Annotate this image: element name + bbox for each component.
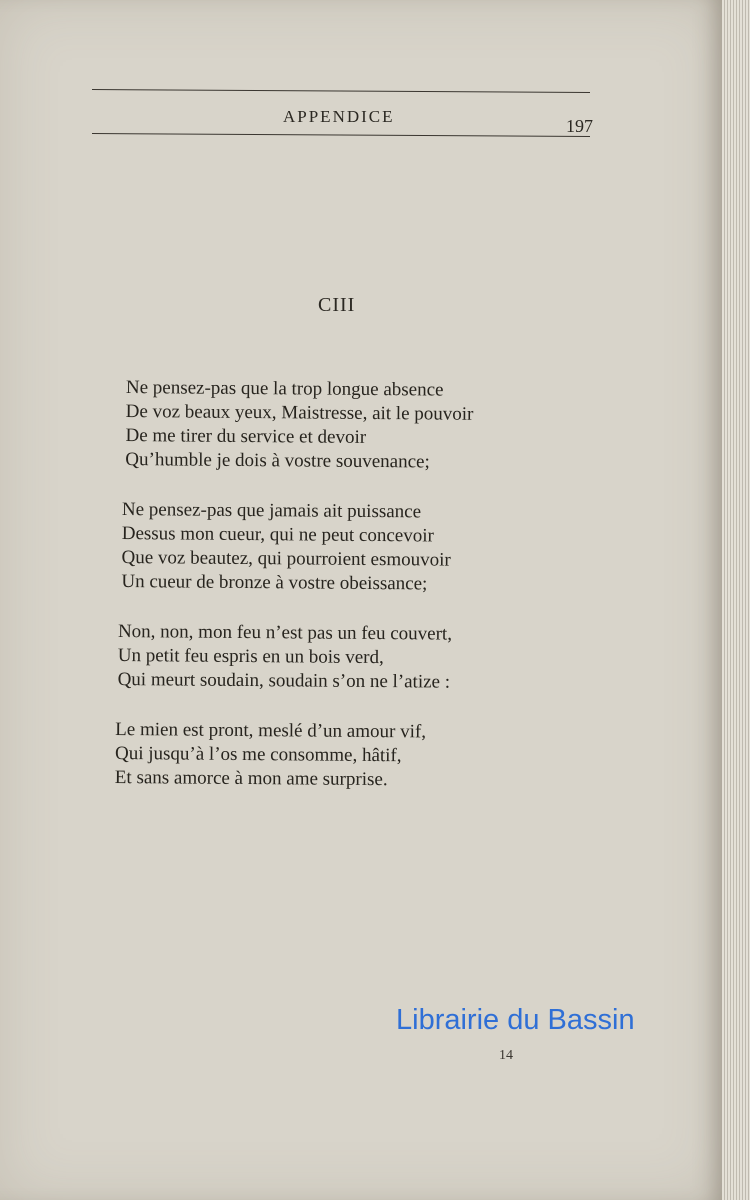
poem-line: Qui jusqu’à l’os me consomme, hâtif, (114, 742, 402, 767)
watermark-text: Librairie du Bassin (396, 1004, 635, 1036)
poem-line: De me tirer du service et devoir (125, 425, 367, 448)
poem-line: Et sans amorce à mon ame surprise. (114, 766, 388, 791)
signature-mark: 14 (499, 1048, 513, 1063)
stanza-2 (121, 498, 557, 597)
poem-line: Un cueur de bronze à vostre obeissance; (121, 571, 428, 595)
poem-line: Un petit feu espris en un bois verd, (117, 645, 384, 669)
running-head: APPENDICE (283, 107, 395, 126)
poem-line: Qu’humble je dois à vostre souvenance; (125, 449, 430, 473)
stanza-4 (115, 718, 556, 793)
poem-line: Le mien est pront, meslé d’un amour vif, (115, 718, 427, 743)
poem-body (115, 376, 558, 819)
poem-line: Dessus mon cueur, qui ne peut concevoir (121, 523, 434, 547)
poem-number: CIII (318, 294, 356, 316)
poem-line: Ne pensez-pas que jamais ait puissance (121, 499, 422, 523)
page-edge (722, 0, 750, 1200)
poem-line: Non, non, mon feu n’est pas un feu couvert, (117, 621, 453, 645)
poem-line: Ne pensez-pas que la trop longue absence (125, 377, 444, 401)
poem-line: De voz beaux yeux, Maistresse, ait le pouvoir (125, 401, 474, 425)
stanza-3 (118, 620, 557, 695)
header-rule-bottom (92, 133, 590, 137)
page-number: 197 (566, 116, 593, 136)
poem-line: Que voz beautez, qui pourroient esmouvoir (121, 547, 451, 571)
header-rule-top (92, 89, 590, 93)
stanza-1 (125, 376, 558, 475)
poem-line: Qui meurt soudain, soudain s’on ne l’atize : (117, 669, 451, 693)
